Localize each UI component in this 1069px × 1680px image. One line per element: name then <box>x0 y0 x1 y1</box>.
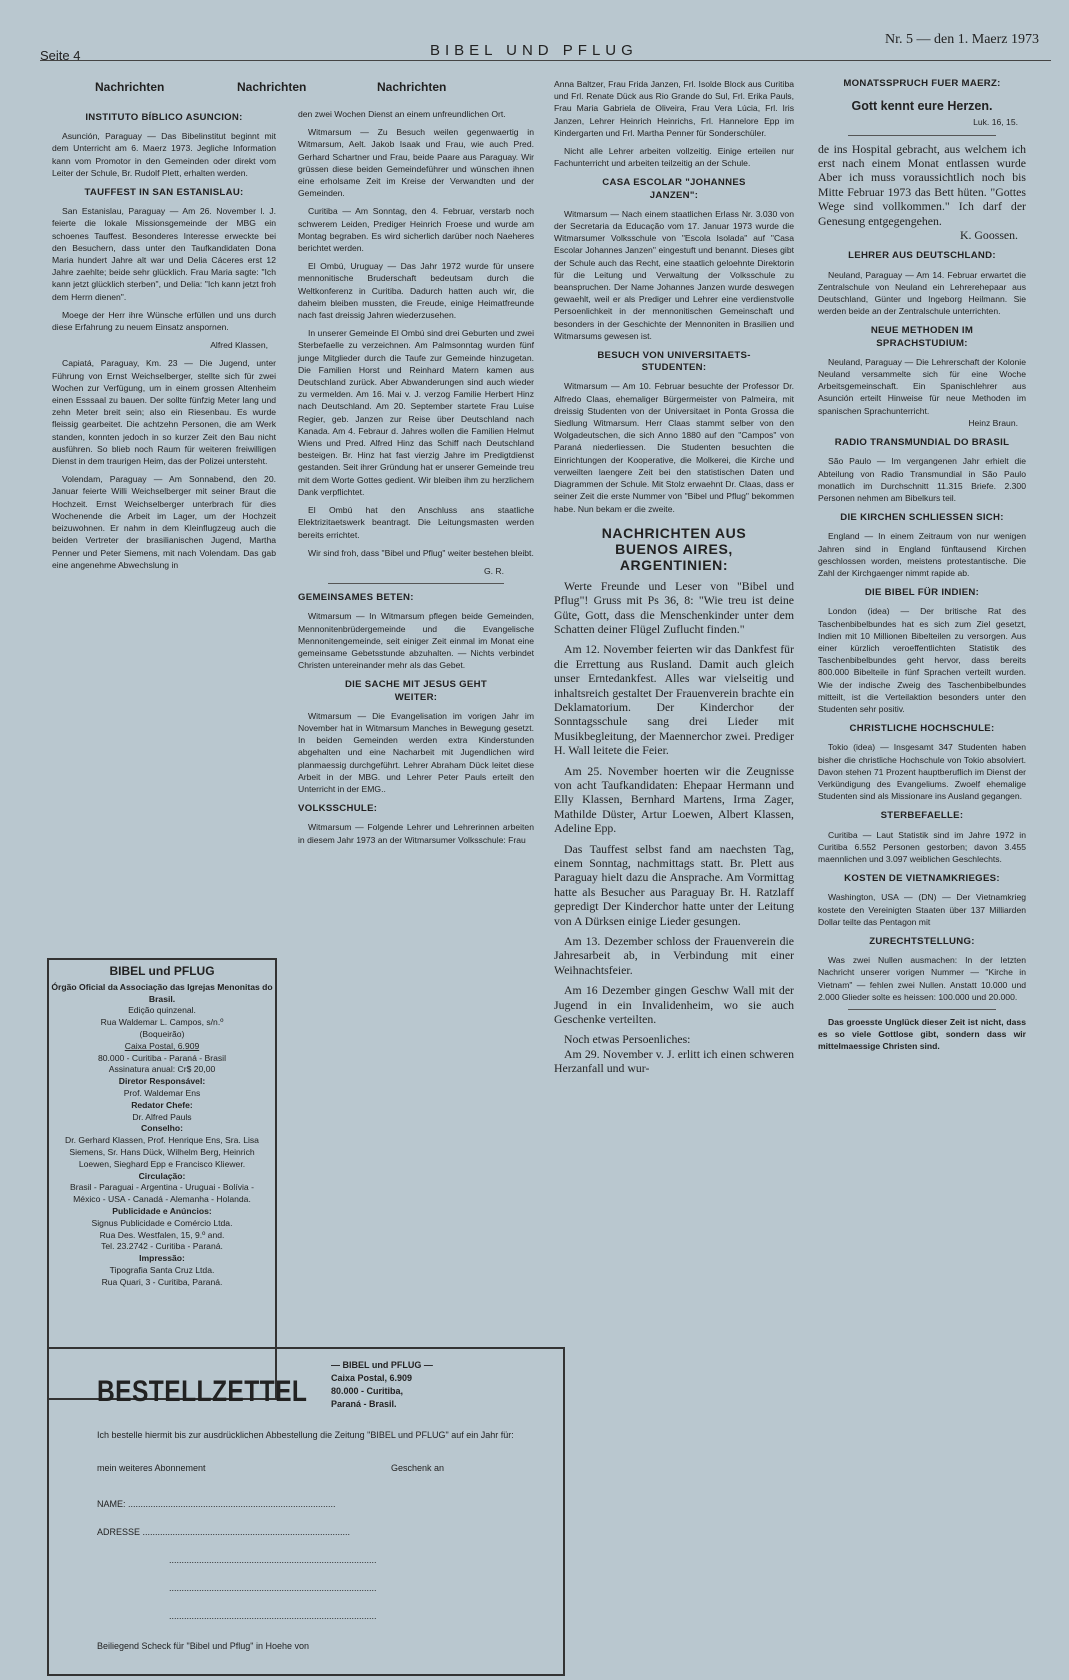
section-label: Nachrichten <box>377 80 447 94</box>
article-text: Witmarsum — Folgende Lehrer und Lehrerinnen arbeiten in diesem Jahr 1973 an der Witmarsumer Volksschule: Frau <box>298 822 534 845</box>
address-field-continued[interactable]: ................................................................................... <box>169 1583 377 1593</box>
article-heading: RADIO TRANSMUNDIAL DO BRASIL <box>834 437 1010 449</box>
article-text: El Ombú hat den Anschluss ans staatliche Elektrizitaetswerk beantragt. Die Leitungsmasten werden bereits errichtet. <box>298 505 534 540</box>
article-text: Moege der Herr ihre Wünsche erfüllen und uns durch diese Erfahrung zu neuem Einsatz anspornen. <box>52 309 276 333</box>
article-text: Neuland, Paraguay — Am 14. Februar erwartet die Zentralschule von Neuland ein Lehrerehepaar aus Deutschland, Günter und Ingeborg Heilmann. Sie werden beide an der Zentralschule unterrichten. <box>818 269 1026 317</box>
article-text: Curitiba — Laut Statistik sind im Jahre 1972 in Curitiba 6.552 Personen gestorben; davon 3.455 maennlichen und 3.097 weiblichen Geschlechts. <box>818 829 1026 864</box>
infobox-line: Tel. 23.2742 - Curitiba - Paraná. <box>101 1241 223 1252</box>
closing-quote: Das groesste Unglück dieser Zeit ist nicht, dass es so viele Gottlose gibt, sondern dass wir mittelmaessige Christen sind. <box>818 1017 1026 1052</box>
monthly-verse: Gott kennt eure Herzen. <box>851 99 993 114</box>
infobox-title: BIBEL und PFLUG <box>109 964 215 978</box>
article-heading: DIE BIBEL FÜR INDIEN: <box>864 587 980 599</box>
article-heading: CASA ESCOLAR "JOHANNES JANZEN": <box>602 177 746 201</box>
signature: G. R. <box>483 565 504 576</box>
article-text: Witmarsum — Am 10. Februar besuchte der Professor Dr. Alfredo Claas, ehemaliger Bürgermeister von Palmeira, mit dreissig Studenten von der Universitaet in Ponta Grossa die Siedlung Witmarsum. Herr Claas stammt selber von den Wolgadeutschen, die sich Anno 1880 auf den "Campos" von Paraná niederliessen. Die Studenten besuchten die Einrichtungen der Kooperative, die Molkerei, die Kirche und verweilten laengere Zeit bei den statistischen Daten und Diagrammen der Schule. Mit Stolz erwaehnt Dr. Claas, dass er seiner Zeit die erste Nummer von "Bibel und Pflug" bekommen habe. Nun bekam er die zweite. <box>554 381 794 514</box>
article-heading: ZURECHTSTELLUNG: <box>869 936 975 947</box>
address-line: Paraná - Brasil. <box>331 1399 397 1409</box>
article-text: Was zwei Nullen ausmachen: In der letzten Nachricht unserer vorigen Nummer — "Kirche in Vietnam" — fehlen zwei Nullen. Anstatt 10.000 und 2.000 Glieder solte es heissen: 100.000 und 20.000. <box>818 955 1026 1002</box>
article-text: Nicht alle Lehrer arbeiten vollzeitig. Einige erteilen nur Fachunterricht und arbeiten teilzeitig an der Schule. <box>554 146 794 169</box>
article-heading: CHRISTLICHE HOCHSCHULE: <box>849 723 995 735</box>
article-heading: NACHRICHTEN AUS BUENOS AIRES, ARGENTINIEN: <box>601 524 747 573</box>
infobox-line: Redator Chefe: <box>131 1099 193 1110</box>
infobox-line: Impressão: <box>139 1253 185 1264</box>
article-text: Tokio (idea) — Insgesamt 347 Studenten haben bisher die christliche Hochschule von Tokio absolviert. Davon stehen 71 Prozent hauptberuflich im Dienst der Verkündigung des Evangeliums. Zwoelf ehemalige Studenten sind als Missionare ins Ausland gegangen. <box>818 742 1026 802</box>
divider <box>848 1009 996 1010</box>
signature: Heinz Braun. <box>968 417 1018 428</box>
issue-date: Nr. 5 — den 1. Maerz 1973 <box>885 32 1039 47</box>
address-field[interactable]: ADRESSE ................................................................................... <box>97 1527 351 1537</box>
article-heading: NEUE METHODEN IM SPRACHSTUDIUM: <box>870 325 974 349</box>
article-text: Anna Baltzer, Frau Frida Janzen, Frl. Isolde Block aus Curitiba und Frl. Renate Dück aus Rio Grande do Sul, Frl. Erika Pauls, Frau Maria Gabriela de Oliveira, Frau Vera Lúcia, Frl. Iris Janzen, Lehrer Heinrich Heinrichs, Frl. Hannelore Epp im Kindergarten und Frl. Martha Penner für Sonderschüler. <box>554 79 794 138</box>
article-text: Witmarsum — Zu Besuch weilen gegenwaertig in Witmarsum, Aelt. Jakob Isaak und Frau, wie auch Pred. Gerhard Schartner und Frau, beide Paare aus Paraguay. Wir grüssen diese beiden Gemeindeführer und wünschen ihnen eine erholsame Zeit im Kreise der Verwandten und der Gemeinden. <box>298 127 534 199</box>
order-form-address <box>331 1359 433 1411</box>
article-text: den zwei Wochen Dienst an einem unfreundlichen Ort. <box>298 109 506 119</box>
article-text: Noch etwas Persoenliches: <box>564 1032 691 1047</box>
divider <box>328 583 504 584</box>
column-1 <box>52 104 276 577</box>
article-text: Asunción, Paraguay — Das Bibelinstitut beginnt mit dem Unterricht am 6. Maerz 1973. Jegliche Information kann vom Promotor in den Gemeinden oder direkt vom Leiter der Schule, Br. Rudolf Plett, erhalten werden. <box>52 131 276 178</box>
article-text: Am 25. November hoerten wir die Zeugnisse von acht Taufkandidaten: Ehepaar Hermann und Elly Klassen, Bernhard Martens, Irma Zager, Mathilde Düster, Artur Loewen, Albert Klassen, Adeline Epp. <box>554 763 794 836</box>
infobox-line: Rua Des. Westfalen, 15, 9.º and. <box>99 1229 225 1240</box>
article-heading: MONATSSPRUCH FUER MAERZ: <box>843 78 1001 89</box>
infobox-line: Signus Publicidade e Comércio Ltda. <box>91 1217 233 1228</box>
article-heading: KOSTEN DE VIETNAMKRIEGES: <box>844 873 1000 885</box>
article-text: Washington, USA — (DN) — Der Vietnamkrieg kostete den Vereinigten Staaten über 137 Milliarden Dollar teilte das Pentagon mit <box>818 892 1026 927</box>
column-2 <box>298 108 534 852</box>
infobox-line: Tipografia Santa Cruz Ltda. <box>109 1264 215 1275</box>
address-line: — BIBEL und PFLUG — <box>331 1360 433 1370</box>
article-text: Am 16 Dezember gingen Geschw Wall mit der Jugend in ein Invalidenheim, wo sie auch Geschenke verteilten. <box>554 983 794 1027</box>
infobox-line: Publicidade e Anúncios: <box>112 1205 212 1216</box>
infobox-line: (Boqueirão) <box>139 1028 185 1039</box>
article-text: San Estanislau, Paraguay — Am 26. November l. J. feierte die lokale Missionsgemeinde der MBG ein schoenes Tauffest. Besonderes Interesse erweckte bei den Besuchern, dass unter den Taufkandidaten Dona Maria hundert Jahre alt war und Delia Cáceres erst 12 Jahre zaehlte; beide sehr glücklich. Frau Maria sagte: "Ich kann jetzt glücklich sterben", und Delia: "Ich kann jetzt froh dem Herrn dienen". <box>52 206 276 302</box>
page-number: Seite 4 <box>40 48 81 63</box>
masthead: BIBEL UND PFLUG <box>430 42 638 59</box>
article-text: Wir sind froh, dass "Bibel und Pflug" weiter bestehen bleibt. <box>308 547 534 558</box>
article-text: Witmarsum — In Witmarsum pflegen beide Gemeinden, Mennonitenbrüdergemeinde und die Evangelische Mennonitengemeinde, seit einiger Zeit einmal im Monat eine gemeinsame Gebetsstunde abzuhalten. — Nichts verbindet Christen untereinander mehr als das Gebet. <box>298 611 534 671</box>
article-text: In unserer Gemeinde El Ombú sind drei Geburten und zwei Sterbefaelle zu verzeichnen. Am Palmsonntag wurden fünf junge Mitglieder durch die Taufe zur Gemeinde hinzugetan. Die Familien Horst und Reinhard Matern kamen aus Deutschland zurück. Aber Abwanderungen sind auch wieder zu vermelden. Am 16. Mai v. J. verzog Familie Herbert Hinz nach Deutschland. Am 20. September startete Frau Luise Regier, geb. Janzen zur Reise über Deutschland nach Kanada. Am 4. Febraur d. Jahres wollen die Familien Helmut Wiens und Pred. Alfred Hinz das Schiff nach Deutschland besteigen. Br. Hinz hat fast vierzig Jahre im Predigtdienst gestanden. Seit ihrer Gründung hat er unserer Gemeinde treu mit dem Worte Gottes gedient. Wir bleiben ihm zu herzlichem Dank verpflichtet. <box>298 328 534 497</box>
article-text: Volendam, Paraguay — Am Sonnabend, den 20. Januar feierte Willi Weichselberger mit seiner Braut die Hochzeit. Ernst Weichselberger unterbrach für dies Wochenende die Arbeit im Lager, um der Hochzeit beizuwohnen. Er nahm in dem Kleinflugzeug auch die beiden Vertreter der brasilianischen Jugend, Martha Penner und Peter Siemens, mit nach Volendam. Das gab eine angenehme Abwechslung in <box>52 474 276 570</box>
infobox-line: Rua Quari, 3 - Curitiba, Paraná. <box>101 1276 223 1287</box>
article-text: Werte Freunde und Leser von "Bibel und Pflug"! Gruss mit Ps 36, 8: "Wie treu ist deine Güte, Gott, dass die Menschenkinder unter dem Schatten deiner Flügel Zuflucht finden." <box>554 578 794 636</box>
address-field-continued[interactable]: ................................................................................... <box>169 1611 377 1621</box>
article-text: Witmarsum — Die Evangelisation im vorigen Jahr im November hat in Witmarsum Manches in Bewegung gesetzt. In beiden Gemeinden werden extra Kinderstunden abgehalten und eine Nacharbeit mit Jugendlichen wird planmaessig durchgeführt. Lehrer Abraham Dück leitet diese Arbeit in der MBG. und Lehrer Peter Pauls erteilt den Unterricht in der EMG.. <box>298 710 534 794</box>
order-form-title: BESTELLZETTEL <box>97 1375 308 1408</box>
infobox-line: Órgão Oficial da Associação das Igrejas Menonitas do Brasil. <box>51 981 273 1004</box>
article-text: São Paulo — Im vergangenen Jahr erhielt die Abteilung von Radio Transmundial in São Paulo monatlich im Durchschnitt 11.315 Briefe. 2.300 Personen nehmen am Bibelkurs teil. <box>818 456 1026 503</box>
order-form <box>47 1347 565 1676</box>
infobox-line: Edição quinzenal. <box>128 1005 196 1016</box>
article-heading: DIE KIRCHEN SCHLIESSEN SICH: <box>840 512 1004 524</box>
article-text: Am 12. November feierten wir das Dankfest für die Errettung aus Rusland. Damit auch gleich unser Erntedankfest. Alles war vielseitig und inhaltsreich gestaltet Der Frauenverein brachte ein Deklamatorium. Der Kinderchor der Sonntagsschule sang drei Lieder mit Musikbegleitung, der Maennerchor zwei. Prediger H. Wall leitete die Feier. <box>554 642 794 758</box>
divider <box>848 135 996 136</box>
signature: Alfred Klassen, <box>210 340 268 351</box>
article-heading: VOLKSSCHULE: <box>298 803 378 815</box>
infobox-line: Prof. Waldemar Ens <box>123 1087 201 1098</box>
masthead-infobox <box>47 958 277 1400</box>
infobox-line: Conselho: <box>140 1123 183 1134</box>
signature: K. Goossen. <box>960 228 1018 243</box>
verse-reference: Luk. 16, 15. <box>973 117 1018 128</box>
article-text: El Ombú, Uruguay — Das Jahr 1972 wurde für unsere mennonitische Bruderschaft bedeutsam durch die Weltkonferenz in Curitiba. Dadurch hatten auch wir, die daheim bleiben mussten, die Freude, einige Heimatfreunde nach fast dreissig Jahren wiederzusehen. <box>298 261 534 321</box>
article-heading: BESUCH VON UNIVERSITAETS-STUDENTEN: <box>597 350 751 374</box>
article-text: London (idea) — Der britische Rat des Taschenbibelbundes hat es sich zum Ziel gesetzt, Indien mit 10 Millionen Bibelteilen zu versorgen. Aus einer kürzlich veroeffentlichten Statistik des Taschenbibelbundes geht hervor, dass bereits 800.000 Bibelteile in fünf Sprachen verteilt wurden. Wie der indische Zweig des Taschenbibelbundes mitteilt, ist die Verteilaktion besonders unter den Studenten sehr positiv. <box>818 606 1026 714</box>
section-label: Nachrichten <box>237 80 307 94</box>
infobox-line: Rua Waldemar L. Campos, s/n.º <box>100 1017 224 1028</box>
infobox-line: Caixa Postal, 6.909 <box>124 1040 200 1051</box>
infobox-line: Assinatura anual: Cr$ 20,00 <box>108 1064 216 1075</box>
article-heading: LEHRER AUS DEUTSCHLAND: <box>848 250 996 262</box>
article-text: Neuland, Paraguay — Die Lehrerschaft der Kolonie Neuland versammelte sich für eine Woche Arbeitsgemeinschaft. Ein Spanischlehrer aus Asunción erteilt Hinweise für neue Methoden im spanischen Sprachunterricht. <box>818 356 1026 416</box>
article-text: Curitiba — Am Sonntag, den 4. Februar, verstarb noch schwerem Leiden, Prediger Heinrich Froese und wurde am Montag begraben. Es wird sicherlich darüber noch Naeheres berichtet werden. <box>298 206 534 254</box>
article-heading: INSTITUTO BÍBLICO ASUNCION: <box>85 112 243 123</box>
infobox-line: Diretor Responsável: <box>118 1076 206 1087</box>
page-header <box>40 28 1051 61</box>
column-3-serif-text <box>554 579 794 1076</box>
infobox-line: Circulação: <box>138 1170 186 1181</box>
order-form-footer: Beiliegend Scheck für "Bibel und Pflug" in Hoehe von <box>97 1641 310 1651</box>
name-field[interactable]: NAME: ................................................................................... <box>97 1499 336 1509</box>
address-field-continued[interactable]: ................................................................................... <box>169 1555 377 1565</box>
address-line: Caixa Postal, 6.909 <box>331 1373 413 1383</box>
infobox-line: 80.000 - Curitiba - Paraná - Brasil <box>97 1052 226 1063</box>
option-gift[interactable]: Geschenk an <box>391 1463 445 1473</box>
infobox-line: Dr. Gerhard Klassen, Prof. Henrique Ens, Sra. Lisa Siemens, Sr. Hans Dück, Wilhelm Berg, Heinrich Loewen, Sieghard Epp e Francisco Kliewer. <box>65 1135 259 1169</box>
column-3 <box>554 78 794 1082</box>
article-text: Am 29. November v. J. erlitt ich einen schweren Herzanfall und wur- <box>554 1046 794 1076</box>
infobox-line: Dr. Alfred Pauls <box>132 1111 192 1122</box>
section-label: Nachrichten <box>95 80 165 94</box>
article-text: England — In einem Zeitraum von nur wenigen Jahren sind in England fünftausend Kirchen geschlossen worden, meistens protestantische. Die Zahl der Kirchgaenger nimmt rapide ab. <box>818 531 1026 578</box>
article-text: Capiatá, Paraguay, Km. 23 — Die Jugend, unter Führung von Ernst Weichselberger, stellte sich für zwei Wochen zur Verfügung, um in einem grossen Altenheim einen Esssaal zu bauen. Der sollte fünfzig Meter lang und zehn Meter breit sein; also ein Riesenbau. Es wurde fleissig gearbeitet. Die achtzehn Personen, die am Werk standen, konnten jedoch in so kurzer Zeit den Bau nicht ausführen. So blieb noch Raum für weiteren freiwilligen Dienst in dem traurigen Heim, das der Polizei untersteht. <box>52 358 276 467</box>
article-heading: DIE SACHE MIT JESUS GEHT WEITER: <box>344 679 488 703</box>
article-text: Am 13. Dezember schloss der Frauenverein die Jahresarbeit ab, in Verbindung mit einer Weihnachtsfeier. <box>554 934 794 977</box>
order-form-text: Ich bestelle hiermit bis zur ausdrücklichen Abbestellung die Zeitung "BIBEL und PFLUG" auf ein Jahr für: <box>97 1430 514 1440</box>
option-subscription[interactable]: mein weiteres Abonnement <box>97 1463 206 1473</box>
infobox-line: Brasil - Paraguai - Argentina - Uruguai - Bolívia - México - USA - Canadá - Alemanha - Holanda. <box>70 1182 254 1205</box>
article-heading: STERBEFAELLE: <box>880 810 964 822</box>
column-4 <box>818 70 1026 1059</box>
article-text: Das Tauffest selbst fand am naechsten Tag, einem Sonntag, nachmittags statt. Br. Plett aus Paraguay hielt dazu die Ansprache. Am Vormittag hatte als Besucher aus Paraguay Br. H. Ratzlaff gepredigt Der Kinderchor hatte unter der Leitung von A Dürksen einige Lieder gesungen. <box>554 841 794 928</box>
article-text: de ins Hospital gebracht, aus welchem ich erst nach einem Monat entlassen wurde Aber ich muss voraussichtlich noch bis Mitte Februar 1973 das Bett hüten. "Gottes Wege sind vollkommen." Ich darf der Genesung entgegengehen. <box>818 141 1026 228</box>
article-heading: TAUFFEST IN SAN ESTANISLAU: <box>84 187 244 199</box>
address-line: 80.000 - Curitiba, <box>331 1386 404 1396</box>
column-4-serif-text <box>818 142 1026 243</box>
article-heading: GEMEINSAMES BETEN: <box>298 592 414 604</box>
article-text: Witmarsum — Nach einem staatlichen Erlass Nr. 3.030 von der Secretaria da Educação vom 17. Januar 1973 wurde die Witmarsumer Volksschule von "Escola Isolada" auf "Casa Escolar Johannes Janzen" eingestuft und benannt. Dieses gibt der Schule auch das Recht, eine staatlich geloehnte Direktorin für die Leitung und Verwaltung der Volksschule zu beanspruchen. Der Name Johannes Janzen wurde deswegen gewaehlt, weil er als Prediger und Lehrer eine verdienstvolle Persoenlichkeit in der mennonitischen Gemeinschaft und besonders in der Geschichte der Mennoniten in Brasilien und Witmarsums gewesen ist. <box>554 208 794 341</box>
